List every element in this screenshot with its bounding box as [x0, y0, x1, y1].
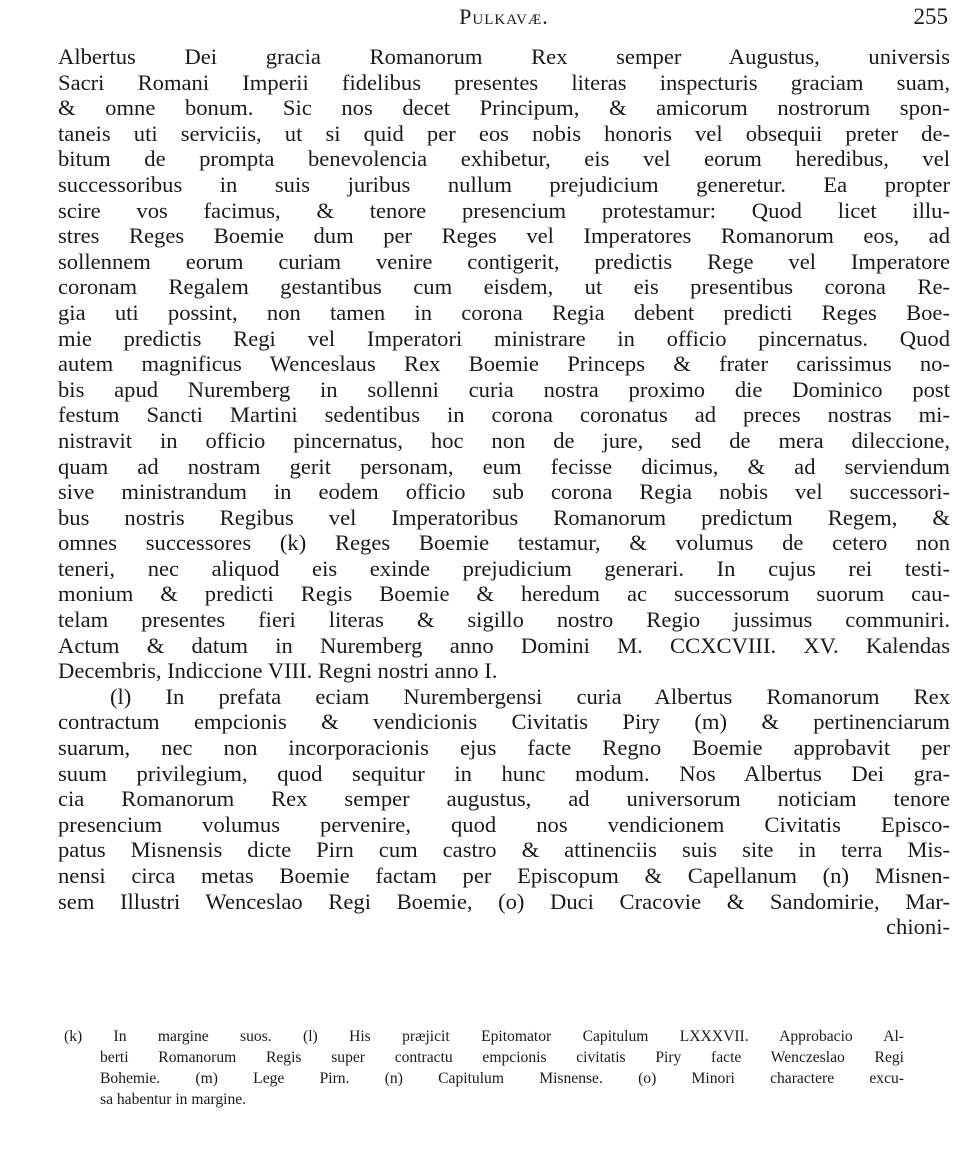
main-text — [58, 44, 950, 940]
text-line: cia Romanorum Rex semper augustus, ad universorum noticiam tenore — [58, 786, 950, 812]
footnote-line: sa habentur in margine. — [100, 1091, 247, 1108]
text-line: telam presentes fieri literas & sigillo nostro Regio jussimus communiri. — [58, 607, 950, 633]
text-line: bis apud Nuremberg in sollenni curia nostra proximo die Dominico post — [58, 376, 950, 402]
text-line: taneis uti serviciis, ut si quid per eos nobis honoris vel obsequii preter de- — [58, 120, 950, 146]
text-line: suarum, nec non incorporacionis ejus facte Regno Boemie approbavit per — [58, 735, 950, 761]
text-line: contractum empcionis & vendicionis Civitatis Piry (m) & pertinenciarum — [58, 709, 950, 735]
running-head: Pulkavæ. — [459, 4, 549, 29]
text-line: bus nostris Regibus vel Imperatoribus Romanorum predictum Regem, & — [58, 504, 950, 530]
text-line: bitum de prompta benevolencia exhibetur, eis vel eorum heredibus, vel — [58, 146, 950, 172]
text-line: scire vos facimus, & tenore presencium protestamur: Quod licet illu- — [58, 197, 950, 223]
text-line: coronam Regalem gestantibus cum eisdem, ut eis presentibus corona Re- — [58, 274, 950, 300]
text-line: Actum & datum in Nuremberg anno Domini M. CCXCVIII. XV. Kalendas — [58, 632, 950, 658]
text-line: nistravit in officio pincernatus, hoc non de jure, sed de mera dileccione, — [58, 427, 950, 453]
text-line: Decembris, Indiccione VIII. Regni nostri anno I. — [58, 658, 498, 684]
footnotes — [64, 1026, 904, 1110]
text-line: teneri, nec aliquod eis exinde prejudicium generari. In cujus rei testi- — [58, 555, 950, 581]
text-line: autem magnificus Wenceslaus Rex Boemie Princeps & frater carissimus no- — [58, 351, 950, 377]
text-line: stres Reges Boemie dum per Reges vel Imperatores Romanorum eos, ad — [58, 223, 950, 249]
footnote-line: (k) In margine suos. (l) His præjicit Epitomator Capitulum LXXXVII. Approbacio Al- — [64, 1028, 904, 1045]
text-line: omnes successores (k) Reges Boemie testamur, & volumus de cetero non — [58, 530, 950, 556]
text-line: gia uti possint, non tamen in corona Regia debent predicti Reges Boe- — [58, 299, 950, 325]
text-line: & omne bonum. Sic nos decet Principum, & amicorum nostrorum spon- — [58, 95, 950, 121]
text-line: monium & predicti Regis Boemie & heredum ac successorum suorum cau- — [58, 581, 950, 607]
text-line: presencium volumus pervenire, quod nos vendicionem Civitatis Episco- — [58, 811, 950, 837]
catchword: chioni- — [886, 914, 950, 940]
text-line: festum Sancti Martini sedentibus in corona coronatus ad preces nostras mi- — [58, 402, 950, 428]
text-line: Albertus Dei gracia Romanorum Rex semper Augustus, universis — [58, 44, 950, 69]
text-line: sollennem eorum curiam venire contigerit, predictis Rege vel Imperatore — [58, 248, 950, 274]
text-line: nensi circa metas Boemie factam per Episcopum & Capellanum (n) Misnen- — [58, 863, 950, 888]
page-header — [60, 4, 948, 36]
page-number: 255 — [913, 4, 948, 29]
text-line: (l) In prefata eciam Nurembergensi curia Albertus Romanorum Rex — [110, 683, 950, 709]
text-line: patus Misnensis dicte Pirn cum castro & attinenciis suis site in terra Mis- — [58, 837, 950, 863]
text-line: sem Illustri Wenceslao Regi Boemie, (o) Duci Cracovie & Sandomirie, Mar- — [58, 888, 950, 914]
footnote-line: berti Romanorum Regis super contractu empcionis civitatis Piry facte Wenczeslao Regi — [100, 1049, 904, 1066]
text-line: Sacri Romani Imperii fidelibus presentes literas inspecturis graciam suam, — [58, 69, 950, 95]
text-line: mie predictis Regi vel Imperatori ministrare in officio pincernatus. Quod — [58, 325, 950, 351]
text-line: sive ministrandum in eodem officio sub corona Regia nobis vel successori- — [58, 479, 950, 505]
text-line: successoribus in suis juribus nullum prejudicium generetur. Ea propter — [58, 171, 950, 197]
text-line: suum privilegium, quod sequitur in hunc modum. Nos Albertus Dei gra- — [58, 760, 950, 786]
footnote-line: Bohemie. (m) Lege Pirn. (n) Capitulum Misnense. (o) Minori charactere excu- — [100, 1070, 904, 1087]
text-line: quam ad nostram gerit personam, eum fecisse dicimus, & ad serviendum — [58, 453, 950, 479]
